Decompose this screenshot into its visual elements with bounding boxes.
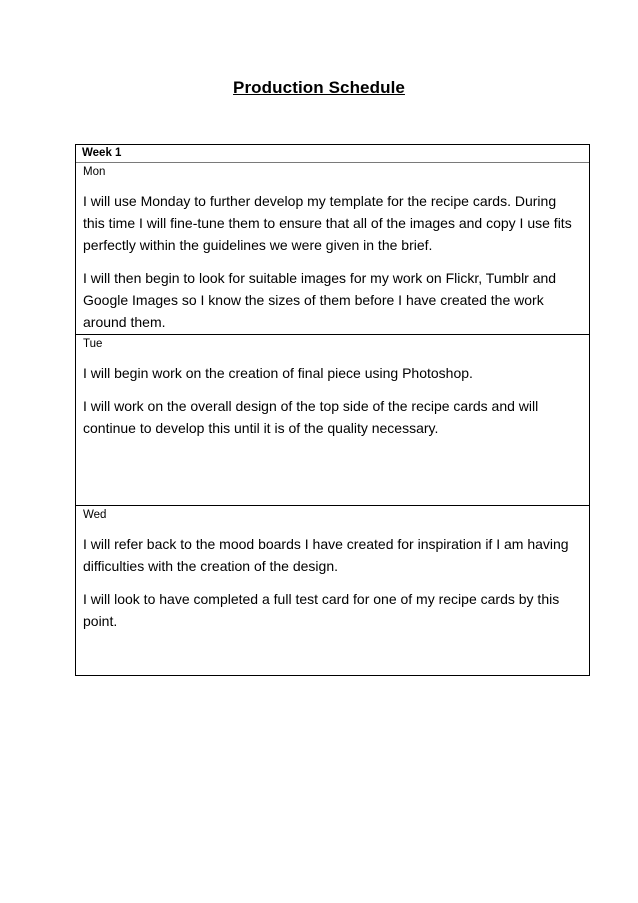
day-section-tue — [76, 334, 589, 505]
day-section-wed — [76, 505, 589, 675]
schedule-table — [75, 144, 590, 676]
tue-paragraph-2: I will work on the overall design of the top side of the recipe cards and will continue to develop this until it is of the quality necessary. — [83, 398, 539, 436]
mon-paragraph-2: I will then begin to look for suitable images for my work on Flickr, Tumblr and Google Images so I know the sizes of them before I have created the work around them. — [83, 270, 557, 330]
page-title: Production Schedule — [233, 78, 405, 97]
day-label-mon: Mon — [83, 166, 106, 178]
tue-paragraph-1: I will begin work on the creation of final piece using Photoshop. — [83, 365, 473, 381]
day-label-tue: Tue — [83, 338, 103, 350]
day-label-wed: Wed — [83, 509, 107, 521]
mon-paragraph-1: I will use Monday to further develop my template for the recipe cards. During this time I will fine-tune them to ensure that all of the images and copy I use fits perfectly within the guidelines we were given in the brief. — [83, 193, 572, 253]
week-header: Week 1 — [76, 145, 589, 163]
wed-paragraph-2: I will look to have completed a full test card for one of my recipe cards by this point. — [83, 591, 560, 629]
day-section-mon — [76, 163, 589, 334]
wed-paragraph-1: I will refer back to the mood boards I have created for inspiration if I am having difficulties with the creation of the design. — [83, 536, 569, 574]
